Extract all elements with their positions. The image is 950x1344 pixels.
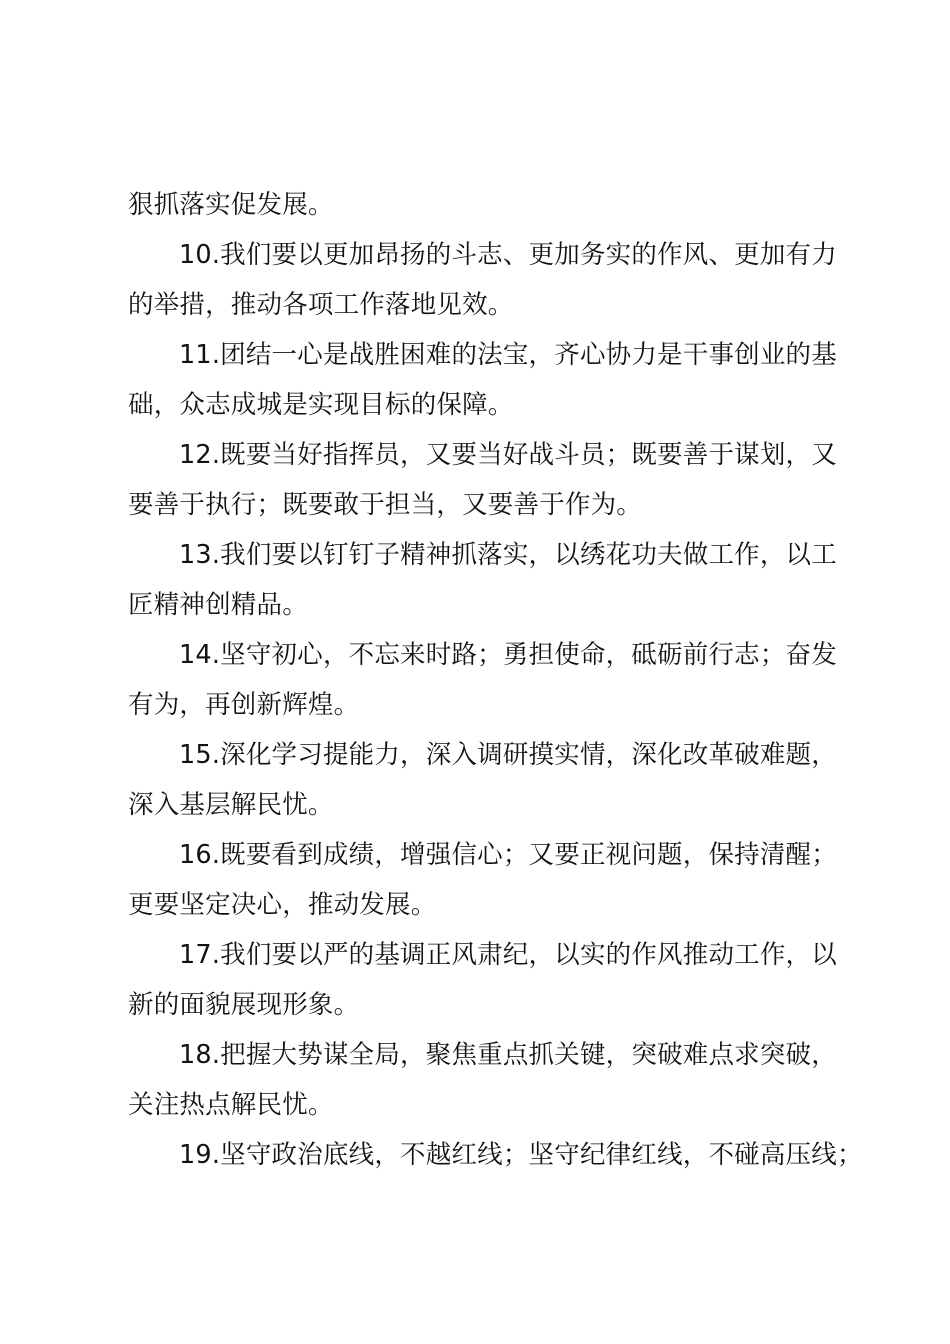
text-line: 新的面貌展现形象。 [128, 990, 360, 1020]
text-line: 匠精神创精品。 [128, 590, 308, 620]
text-line: 的举措，推动各项工作落地见效。 [128, 290, 514, 320]
text-line: 础，众志成城是实现目标的保障。 [128, 390, 514, 420]
text-line: 要善于执行；既要敢于担当，又要善于作为。 [128, 490, 643, 520]
text-line: 关注热点解民忧。 [128, 1090, 334, 1120]
text-line: 有为，再创新辉煌。 [128, 690, 360, 720]
text-line: 15.深化学习提能力，深入调研摸实情，深化改革破难题， [179, 740, 837, 770]
text-line: 13.我们要以钉钉子精神抓落实，以绣花功夫做工作，以工 [179, 540, 837, 570]
text-line: 17.我们要以严的基调正风肃纪，以实的作风推动工作，以 [179, 940, 837, 970]
text-line: 狠抓落实促发展。 [128, 190, 334, 220]
text-line: 10.我们要以更加昂扬的斗志、更加务实的作风、更加有力 [179, 240, 837, 270]
text-line: 深入基层解民忧。 [128, 790, 334, 820]
text-line: 更要坚定决心，推动发展。 [128, 890, 437, 920]
text-line: 11.团结一心是战胜困难的法宝，齐心协力是干事创业的基 [179, 340, 837, 370]
text-line: 16.既要看到成绩，增强信心；又要正视问题，保持清醒； [179, 840, 837, 870]
text-line: 12.既要当好指挥员，又要当好战斗员；既要善于谋划，又 [179, 440, 837, 470]
text-line: 18.把握大势谋全局，聚焦重点抓关键，突破难点求突破， [179, 1040, 837, 1070]
text-line: 14.坚守初心，不忘来时路；勇担使命，砥砺前行志；奋发 [179, 640, 837, 670]
document-body [128, 180, 863, 1180]
text-line: 19.坚守政治底线，不越红线；坚守纪律红线，不碰高压线； [179, 1140, 863, 1170]
